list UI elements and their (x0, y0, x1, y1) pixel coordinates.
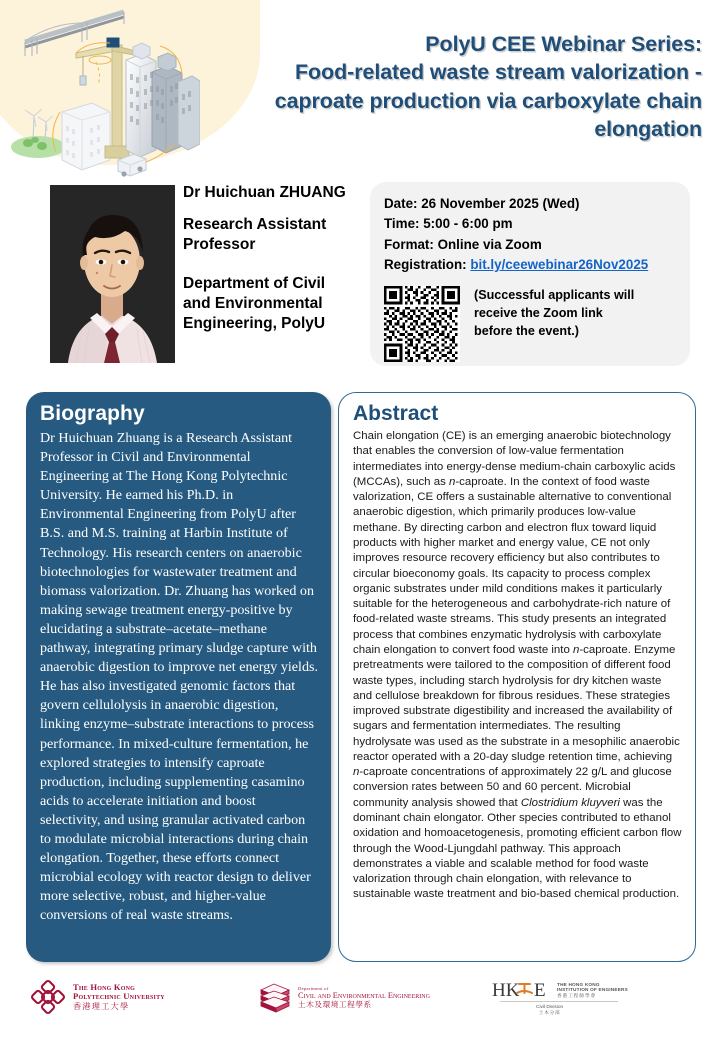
event-time-label: Time: (384, 216, 420, 232)
event-date-label: Date: (384, 196, 418, 211)
hkie-chinese: 香港工程師學會 (557, 992, 597, 998)
event-date (384, 194, 690, 214)
isometric-city-illustration (0, 0, 200, 180)
speaker-role-line-2: Professor (183, 235, 256, 253)
footer-logos (0, 975, 720, 1035)
event-details-card (370, 182, 690, 366)
polyu-chinese: 香港理工大學 (73, 1002, 130, 1012)
cee-name: Civil and Environmental Engineering (298, 991, 430, 1001)
cee-chinese: 土木及環境工程學系 (298, 1000, 372, 1010)
speaker-role-line-1: Research Assistant (183, 215, 327, 233)
biography-panel (26, 392, 331, 962)
speaker-dept-line-3: Engineering, PolyU (183, 315, 326, 333)
speaker-name: Dr Huichuan ZHUANG (183, 184, 346, 201)
biography-text: Dr Huichuan Zhuang is a Research Assistant Professor in Civil and Environmental Engineering at The Hong Kong Polytechnic University. He earned his Ph.D. in Environmental Engineering from PolyU after B.S. and M.S. training at Harbin Institute of Technology. His research centers on anaerobic biotechnologies for wastewater treatment and biomass valorization. Dr. Zhuang has worked on making sewage treatment energy-positive by elucidating a substrate–acetate–methane pathway, integrating primary sludge capture with anaerobic digestion to improve net energy yields. He has also investigated genomic factors that govern cellulolysis in anaerobic digestion, linking enzyme–substrate interactions to process performance. In mixed-culture fermentation, he explored strategies to intensify caproate production, including supplementing casamino acids to accelerate initiation and boost selectivity, and using granular activated carbon to modulate microbial interactions during chain elongation. Together, these efforts connect microbial ecology with reactor design to deliver more selective, robust, and higher-value conversions of real waste streams. (40, 430, 319, 924)
cee-department-label: Department of (298, 986, 329, 992)
hkie-division: Civil Division (536, 1005, 564, 1010)
event-format-label: Format: (384, 236, 434, 252)
polyu-line-2: Polytechnic University (73, 991, 165, 1002)
hkie-division-chinese: 土木分部 (538, 1010, 561, 1015)
cee-logo (258, 981, 430, 1015)
abstract-heading: Abstract (353, 402, 439, 425)
title-line-3: caproate production via carboxylate chain (274, 88, 702, 113)
svg-text:E: E (534, 980, 546, 1001)
event-time (384, 214, 690, 234)
speaker-photo (50, 185, 175, 363)
speaker-info (183, 183, 358, 334)
event-date-value: 26 November 2025 (Wed) (421, 196, 580, 211)
title-line-1: PolyU CEE Webinar Series: (425, 32, 702, 56)
event-registration (384, 255, 690, 275)
event-registration-label: Registration: (384, 257, 467, 273)
title-line-2: Food-related waste stream valorization - (295, 60, 702, 85)
polyu-logo (30, 979, 165, 1015)
cee-department-logo-icon (258, 981, 292, 1015)
svg-text:HK: HK (492, 980, 520, 1001)
qr-note: (Successful applicants will receive the Zoom link before the event.) (474, 287, 635, 338)
hkie-line-2: INSTITUTION OF ENGINEERS (557, 987, 628, 993)
polyu-line-1: The Hong Kong (73, 981, 136, 992)
biography-heading: Biography (40, 402, 145, 425)
registration-link[interactable]: bit.ly/ceewebinar26Nov2025 (470, 257, 649, 273)
hkie-divider (500, 1001, 618, 1002)
event-time-value: 5:00 - 6:00 pm (423, 216, 513, 232)
event-format (384, 235, 690, 255)
qr-code-icon[interactable] (384, 286, 460, 362)
abstract-text: Chain elongation (CE) is an emerging anaerobic biotechnology that enables the conversion of low-value fermentation intermediates into energy-dense medium-chain carboxylic acids (MCCAs), such as n-caproate. In the context of food waste valorization, CE offers a sustainable alternative to conventional anaerobic digestion, which primarily produces low-value methane. By directing carbon and electron flux toward liquid products with higher market and energy value, CE not only improves resource recovery efficiency but also contributes to circular bioeconomy goals. Its capacity to process complex organic substrates under mild conditions makes it particularly suitable for the heterogeneous and carbohydrate-rich nature of food-related waste streams. This study presents an integrated process that combines enzymatic hydrolysis with carboxylate chain elongation to convert food waste into n-caproate. Enzyme pretreatments were tailored to the composition of different food waste types, including starch hydrolysis for dry kitchen waste and cellulose breakdown for fibrous residues. These strategies improved substrate digestibility and increased the availability of sugars and fermentation intermediates. The resulting hydrolysate was used as the substrate in a mesophilic anaerobic reactor operated with a 20-day sludge retention time, achieving n-caproate concentrations of approximately 22 g/L and glucose conversion rates between 50 and 60 percent. Microbial community analysis showed that Clostridium kluyveri was the dominant chain elongator. Other species contributed to ethanol oxidation and homoacetogenesis, promoting efficient carbon flow through the Wood-Ljungdahl pathway. This approach demonstrates a viable and scalable method for food waste valorization through chain elongation, with relevance to sustainable waste treatment and bio-based chemical production. (353, 430, 682, 901)
title-line-4: elongation (594, 117, 702, 142)
speaker-dept-line-2: and Environmental (183, 295, 323, 313)
hkie-logo (492, 979, 628, 1015)
event-format-value: Online via Zoom (437, 236, 542, 252)
polyu-knot-logo-icon (30, 979, 66, 1015)
abstract-panel (338, 392, 696, 962)
speaker-dept-line-1: Department of Civil (183, 275, 326, 293)
hkie-logo-icon (492, 979, 552, 1001)
hkie-line-1: THE HONG KONG (557, 981, 600, 987)
page-title (202, 30, 702, 144)
